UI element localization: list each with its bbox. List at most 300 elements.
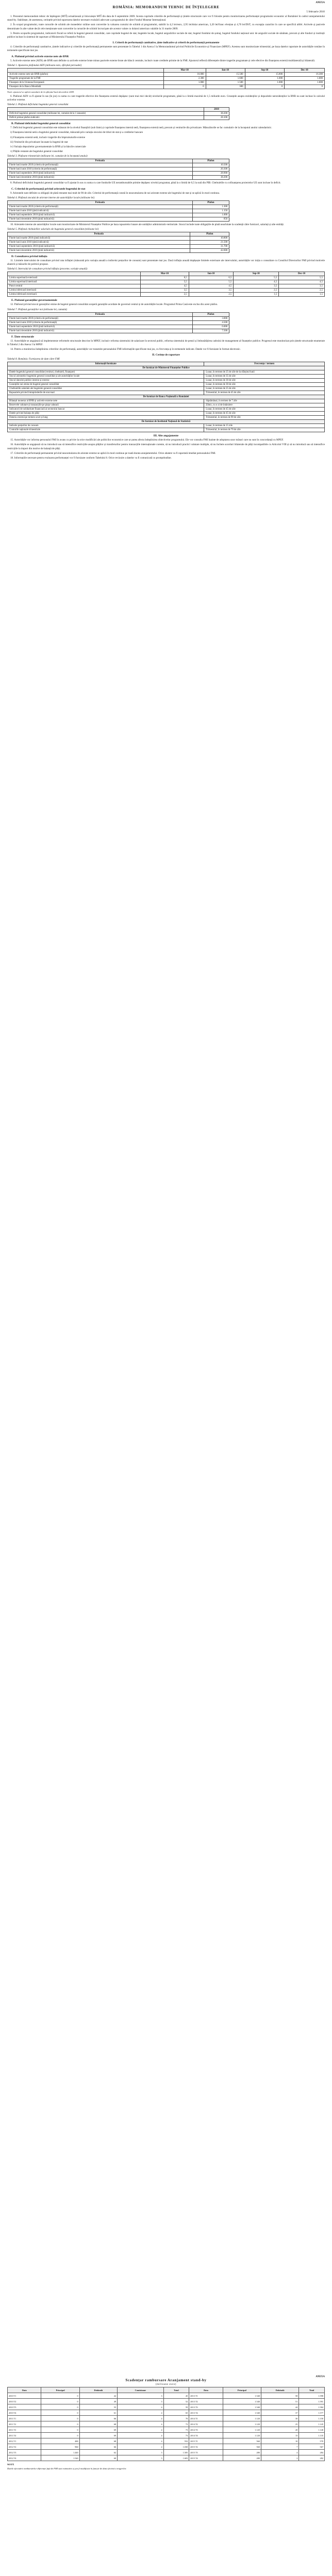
table-caption: Tabelul 5. Plafonul cheltuielilor salariale ale bugetului general consolidat (milioane lei) <box>7 228 99 231</box>
repayment-schedule-title: Scadențar rambursare Aranjament stand-by <box>125 2378 207 2382</box>
paragraph: 10. Arieratele interne ale autorităților locale sunt monitorizate de Ministerul Finanțelor Publice pe baza rapoartelor lunare ale unităților administrativ-teritoriale. Stocul include toate obligațiile de plată neachitate la scadență către furnizori, salariați și alte entități. <box>10 223 285 226</box>
table-row <box>8 2421 325 2427</box>
table-cell: 3 <box>118 2399 164 2404</box>
table-cell: 0 <box>41 2427 79 2433</box>
table-cell: 0 <box>41 2399 79 2404</box>
table-row <box>8 76 325 80</box>
table-cell: 1.150 <box>299 2416 325 2421</box>
table-row <box>8 316 229 320</box>
paragraph: 3. Pentru scopurile programului, indicatorii fiscali se referă la bugetul general consolidat, care cuprinde bugetul de stat, bugetele locale, bugetul asigurărilor sociale de stat, bugetul fondului de șomaj, bugetul fondului național unic de asigurări sociale de sănătate, precum și alte fonduri și instituții publice incluse în sistemul de raportare al Ministerului Finanțelor Publice. <box>7 31 325 39</box>
table-cell: 1.505 <box>163 2450 189 2455</box>
column-header: Total <box>163 2387 189 2393</box>
table-cell: 3,5 <box>141 289 189 293</box>
table-cell: 15.800 <box>245 72 285 76</box>
column-header: Perioada <box>8 312 193 316</box>
table-group-row <box>8 420 325 424</box>
section-heading: E. Plafonul garanțiilor guvernamentale <box>11 299 57 302</box>
table-cell: 3 <box>118 2393 164 2399</box>
table-cell: 1.540 <box>223 2393 261 2399</box>
table-cell: 567 <box>299 2444 325 2450</box>
column-header: Frecvența / termen <box>204 362 325 366</box>
table-cell: Lunar, în termen de 25 de zile de la sfârșitul lunii <box>204 370 325 375</box>
table-cell: Lunar, în termen de 45 de zile <box>204 412 325 416</box>
row-label: Finele lunii decembrie 2010 (țintă indicativă) <box>8 249 190 253</box>
table-cell: 3.000 <box>192 316 229 320</box>
table-cell: 4 <box>118 2444 164 2450</box>
table-cell: 2011 T1 <box>8 2416 41 2421</box>
table-cell: 1.135 <box>299 2433 325 2438</box>
table-cell: 2 <box>261 2455 298 2461</box>
column-header: Iun-10 <box>189 272 234 276</box>
table-row <box>8 116 229 120</box>
table-cell: 1.540 <box>223 2399 261 2404</box>
table-cell: 1.120 <box>223 2427 261 2433</box>
table-caption: Tabelul 2. Plafonul deficitului bugetului general consolidat <box>7 104 69 107</box>
column-header: Perioada <box>8 200 193 205</box>
table-cell: 16.300 <box>285 72 325 76</box>
row-label: Finele lunii iunie 2010 (țintă indicativă) <box>8 241 190 245</box>
table-cell: 1.440 <box>41 2450 79 2455</box>
list-item: v) Plățile restante ale bugetului general consolidat <box>10 150 63 154</box>
document-date: 5 februarie 2010 <box>306 10 325 13</box>
table-cell: 2014 T3 <box>189 2427 223 2433</box>
table-row <box>8 399 325 403</box>
table-cell: 2013 T4 <box>189 2410 223 2416</box>
table-cell: Rezervele valutare și tranzacțiile pe piața valutară <box>8 403 204 408</box>
column-header: Perioada <box>8 232 190 236</box>
row-label: Finele lunii iunie 2010 (criteriu de performanță) <box>8 320 193 325</box>
table-row <box>8 2416 325 2421</box>
table-header-row <box>8 312 229 316</box>
table-cell: Lunar, în termen de 25 de zile <box>204 387 325 391</box>
table-cell: 1.598 <box>299 2393 325 2399</box>
table-cell: 4 <box>118 2410 164 2416</box>
table-cell: 280 <box>223 2450 261 2455</box>
paragraph: 2. În scopul programului, toate cursurile de schimb ale monedelor străine sunt convertite la valoarea cursului de schimb al programului, stabilit la 4,2 lei/euro, 2,95 lei/dolar american, 3,20 lei/franc elvețian și 4,70 lei/DST, cu excepția cazurilor în care se specifică altfel. Activele și pasivele denominate în alte valute decât cele menționate sunt convertite la cursurile de schimb încrucișate ale acestor valute cu dolarul american valabile la 31 martie 2009. <box>7 23 325 30</box>
table-cell: 0 <box>41 2433 79 2438</box>
table-cell: 0 <box>41 2404 79 2410</box>
row-label: Finele lunii decembrie 2010 (țintă indicativă) <box>8 217 193 221</box>
paragraph: 9. Arieratele sunt definite ca obligații de plată restante mai mult de 90 de zile. Criteriul de performanță constă în neacumularea de noi arierate externe ale bugetului de stat și se aplică în mod continuu. <box>10 191 220 195</box>
table-cell: 72 <box>163 2421 189 2427</box>
table-cell: 1.540 <box>223 2410 261 2416</box>
column-header: Informații furnizate <box>8 362 204 366</box>
table-cell: 42 <box>79 2393 117 2399</box>
table-cell: 1,5 <box>234 293 279 297</box>
paragraph: 17. Criteriile de performanță permanente privind neacumularea de arierate externe se aplică în mod continuu pe toată durata aranjamentului. Orice abatere va fi raportată imediat personalului FMI. <box>10 451 216 455</box>
table-row <box>8 428 325 432</box>
table-header-row <box>8 2387 325 2393</box>
wage-bill-table <box>7 232 229 253</box>
table-cell: Lunar, în termen de 15 zile <box>204 424 325 428</box>
table-row <box>8 289 325 293</box>
table-cell: 1.500 <box>206 80 245 84</box>
table-cell: 4 <box>118 2427 164 2433</box>
table-cell: 2014 T1 <box>189 2416 223 2421</box>
paragraph: 12. Plafonul privind stocul garanțiilor emise de bugetul general consolidat acoperă garanțiile acordate de guvernul central și de autoritățile locale. Programul Prima Casă este exclus din acest plafon. <box>10 303 218 307</box>
paragraph: 18. Informațiile necesare pentru evaluarea performanței vor fi furnizate conform Tabelului 8. Orice revizuire a datelor va fi comunicată cu promptitudine. <box>10 456 172 460</box>
paragraph: 11. Limitele intervalului de consultare privind rata inflației (măsurată prin variația anuală a indicelui prețurilor de consum) sunt prezentate mai jos. Dacă inflația anuală depășește limitele exterioare ale intervalului, autoritățile vor iniția o consultare cu Consiliul Directorilor FMI privind motivele abaterii și măsurile de politică propuse. <box>7 259 325 266</box>
document-title: ROMÂNIA: MEMORANDUM TEHNIC DE ÎNȚELEGERE <box>112 5 220 9</box>
table-cell: 560 <box>223 2438 261 2444</box>
table-row <box>8 284 325 289</box>
table-cell: 66 <box>79 2444 117 2450</box>
table-cell: 4 <box>118 2438 164 2444</box>
table-row <box>8 2444 325 2450</box>
paragraph: 16. Autoritățile se angajează să nu introducă sau să intensifice restricțiile asupra plăților și transferurilor pentru tranzacțiile internaționale curente, să nu introducă practici valutare multiple, să nu încheie acorduri bilaterale de plăți incompatibile cu Articolul VIII și să nu introducă sau să intensifice restricțiile la import din motive de balanță de plăți. <box>7 443 325 450</box>
row-label: Finele lunii martie 2010 (criteriu de performanță) <box>8 205 193 209</box>
table-cell: 15.500 <box>206 72 245 76</box>
table-row <box>8 424 325 428</box>
column-header: Total <box>299 2387 325 2393</box>
table-cell: 1.000 <box>163 80 206 84</box>
column-header <box>8 272 141 276</box>
table-cell: 59 <box>163 2404 189 2410</box>
paragraph: 4. Criteriile de performanță cantitative, țintele indicative și criteriile de performanță permanente sunt prezentate în Tabelul 1 din Anexa I la Memorandumul privind Politicile Economice și Financiare (MPEF). Acestea sunt monitorizate trimestrial, pe baza datelor raportate de autoritățile române în termenele specificate mai jos. <box>7 45 325 53</box>
table-cell: Rapoartele privind întreprinderile de stat mari <box>8 391 204 395</box>
footer-note-label: NOTĂ <box>7 2463 14 2466</box>
table-cell: 3 <box>118 2455 164 2461</box>
schedule-body <box>8 2393 325 2461</box>
table-cell: 5,5 <box>141 280 189 284</box>
table-row <box>8 379 325 383</box>
table-cell: 570 <box>299 2438 325 2444</box>
table-cell: 55 <box>79 2404 117 2410</box>
table-cell: 66 <box>79 2416 117 2421</box>
column-header: Sep-10 <box>245 68 285 72</box>
column-header: Comisioane <box>118 2387 164 2393</box>
section-heading: III. Alte angajamente <box>153 434 179 438</box>
column-header: 2010 <box>204 108 229 112</box>
column-header: Mar-10 <box>141 272 189 276</box>
table-cell: 10.800 <box>190 236 229 241</box>
table-cell: 4,5 <box>279 280 325 284</box>
table-cell: 4,5 <box>141 284 189 289</box>
row-label: Finele lunii martie 2010 (criteriu de performanță) <box>8 163 193 167</box>
table-cell: Zilnic, cu o zi de întârziere <box>204 403 325 408</box>
table-cell: 20.300 <box>192 167 229 172</box>
column-header: Plafon <box>192 200 229 205</box>
table-cell: 73 <box>163 2433 189 2438</box>
table-header-row <box>8 272 325 276</box>
row-label: Deficitul bugetului general consolidat (milioane lei, cumulat de la 1 ianuarie) <box>8 112 204 116</box>
table-cell: Datele privind balanța de plăți <box>8 412 204 416</box>
table-cell: 1.000 <box>285 80 325 84</box>
table-cell: 73 <box>163 2427 189 2433</box>
table-row <box>8 2433 325 2438</box>
table-cell: 0 <box>41 2410 79 2416</box>
annex-label: ANEXA <box>316 2 325 4</box>
table-cell: 4.500 <box>192 320 229 325</box>
table-row <box>8 236 229 241</box>
table-cell: 0 <box>163 84 206 89</box>
table-cell: 1.120 <box>223 2433 261 2438</box>
table-cell: 7 <box>261 2444 298 2450</box>
nfa-adjustor-table <box>7 68 325 89</box>
list-item: iv) Variația depozitelor guvernamentale la BNR și la băncile comerciale <box>10 145 86 149</box>
table-cell: 1.300 <box>192 205 229 209</box>
arrears-ceiling-table <box>7 200 229 222</box>
table-cell: Datoria externă pe termen scurt și lung <box>8 416 204 420</box>
table-cell: Datele bugetului general consolidat (venituri, cheltuieli, finanțare) <box>8 370 204 375</box>
row-label: Finele lunii septembrie 2010 (țintă indicativă) <box>8 213 193 217</box>
repayment-schedule-table <box>7 2387 325 2461</box>
row-label: Finanțare de la Banca Mondială <box>8 84 164 89</box>
paragraph: 1. Prezentul memorandum tehnic de înțelegere (MTÎ) actualizează și înlocuiește MTÎ din data de 6 septembrie 2009. Acesta cuprinde criteriile de performanță și țintele structurale care vor fi folosite pentru monitorizarea performanței programului economic al României în cadrul aranjamentului stand-by. Stabilește, de asemenea, cerințele privind raportarea datelor necesare evaluării adecvate a programului de către Fondul Monetar Internațional. <box>7 15 325 22</box>
table-row <box>8 241 229 245</box>
table-cell: 70 <box>163 2416 189 2421</box>
table-cell: 560 <box>223 2444 261 2450</box>
table-cell: 850 <box>192 217 229 221</box>
column-header: Dec-10 <box>279 272 325 276</box>
row-label: Limita inferioară interioară <box>8 289 141 293</box>
row-label: Deficit primar plafon indicativ <box>8 116 204 120</box>
table-cell: 37 <box>261 2410 298 2416</box>
table-cell: 21.500 <box>190 241 229 245</box>
table-cell: 1.120 <box>223 2421 261 2427</box>
table-row <box>8 293 325 297</box>
table-row <box>8 391 325 395</box>
table-cell: 282 <box>299 2455 325 2461</box>
section-heading: I. Criterii de performanță cantitative, ținte indicative și criterii de performanță permanente <box>112 41 220 45</box>
table-cell: 2010 T1 <box>8 2393 41 2399</box>
table-cell: 1.540 <box>41 2455 79 2461</box>
table-cell: 58 <box>261 2393 298 2399</box>
table-row <box>8 416 325 420</box>
table-cell: Trimestrial, în termen de 45 de zile <box>204 391 325 395</box>
table-cell: Indicele prețurilor de consum <box>8 424 204 428</box>
table-row <box>8 245 229 249</box>
table-cell: 44 <box>261 2404 298 2410</box>
table-cell: 1.000 <box>245 76 285 80</box>
table-cell: 68 <box>79 2438 117 2444</box>
table-header-row <box>8 200 229 205</box>
paragraph: 6. Plafonul AEN va fi ajustat în sus (în jos) cu suma cu care tragerile efective din finanțarea externă depășesc (sunt mai mici decât) nivelurile programate, până la o limită maximă de 1,5 miliarde euro. Creanțele asupra rezidenților și depozitele nerezidenților la BNR nu sunt incluse în calculul activelor externe. <box>7 94 325 102</box>
table-cell: 1.030 <box>163 2444 189 2450</box>
table-cell: 4 <box>118 2433 164 2438</box>
table-cell: 2.300 <box>163 76 206 80</box>
table-row <box>8 2399 325 2404</box>
table-cell: 2011 T4 <box>8 2433 41 2438</box>
table-cell: 1.584 <box>299 2404 325 2410</box>
table-cell: 6.000 <box>192 325 229 329</box>
table-row <box>8 325 229 329</box>
column-header: Plafon <box>192 312 229 316</box>
table-cell: 2013 T2 <box>189 2399 223 2404</box>
table-cell: 2015 T1 <box>189 2438 223 2444</box>
table-cell: 2015 T3 <box>189 2450 223 2455</box>
table-row <box>8 84 325 89</box>
table-cell: 1.577 <box>299 2410 325 2416</box>
table-cell: 69 <box>79 2427 117 2433</box>
table-cell: 3 <box>118 2450 164 2455</box>
paragraph: 13. Autoritățile se angajează să implementeze reformele structurale descrise în MPEF, inclusiv reforma sistemului de salarizare în sectorul public, reforma sistemului de pensii și îmbunătățirea cadrului de management al finanțelor publice. Progresul este monitorizat prin țintele structurale enumerate în Tabelul 2 din Anexa I la MPEF. <box>7 339 325 346</box>
table-cell: 1.600 <box>206 76 245 80</box>
table-cell: 2,5 <box>234 289 279 293</box>
footer-note: Datele efectuării rambursărilor diferenței față de FMI sunt estimative și pot fi modificate în funcție de data efectivă a tragerilor. <box>7 2467 127 2470</box>
table-cell: Trimestrial, în termen de 70 de zile <box>204 428 325 432</box>
table-cell: 2010 T3 <box>8 2404 41 2410</box>
table-cell: 1.000 <box>245 80 285 84</box>
table-row <box>8 172 229 176</box>
table-header-row <box>8 108 229 112</box>
table-row <box>8 320 229 325</box>
table-cell: Lunar, în termen de 30 de zile <box>204 383 325 387</box>
column-header: Mar-10 <box>163 68 206 72</box>
table-caption: Tabelul 8. România: Furnizarea de date către FMI <box>7 358 60 361</box>
table-cell: Lunar, în termen de 45 de zile <box>204 408 325 412</box>
table-row <box>8 176 229 180</box>
table-row <box>8 276 325 280</box>
table-cell: 1.591 <box>299 2399 325 2404</box>
table-header-row <box>8 362 325 366</box>
table-cell: 284 <box>299 2450 325 2455</box>
row-label: Finele lunii septembrie 2010 (țintă indicativă) <box>8 325 193 329</box>
annex-label: ANEXA <box>316 2376 325 2378</box>
table-row <box>8 408 325 412</box>
row-label: Finele lunii martie 2010 (țintă indicativă) <box>8 236 190 241</box>
table-cell: 2,5 <box>279 289 325 293</box>
table-row <box>8 80 325 84</box>
table-cell: 2010 T2 <box>8 2399 41 2404</box>
table-row <box>8 167 229 172</box>
table-cell: 15 <box>261 2433 298 2438</box>
table-cell: 28.900 <box>192 172 229 176</box>
table-cell: 2012 T1 <box>8 2438 41 2444</box>
table-cell: 4 <box>118 2421 164 2427</box>
table-row <box>8 217 229 221</box>
table-cell: 68 <box>79 2421 117 2427</box>
table-cell: 20 <box>261 2427 298 2433</box>
table-cell: 2012 T3 <box>8 2450 41 2455</box>
table-cell: 1,5 <box>279 293 325 297</box>
table-note: Notă: ajustorul se aplică cumulativ de la sfârșitul lunii decembrie 2009. <box>7 90 75 93</box>
table-cell: 0 <box>245 84 285 89</box>
table-cell: 2,5 <box>189 293 234 297</box>
document-page-2 <box>0 2374 332 2576</box>
row-label: Finele lunii martie 2010 (criteriu de performanță) <box>8 316 193 320</box>
table-cell: Lunar, în termen de 30 de zile <box>204 379 325 383</box>
table-row <box>8 205 229 209</box>
table-cell: 3,5 <box>279 284 325 289</box>
group-header: De furnizat de Banca Națională a României <box>8 395 325 399</box>
section-heading: II. Cerințe de raportare <box>152 353 180 357</box>
inflation-band-table <box>7 272 325 297</box>
table-row <box>8 370 325 375</box>
table-caption: Tabelul 7. Plafonul garanțiilor noi (milioane lei, cumulat) <box>7 308 68 311</box>
table-cell: 6,5 <box>189 276 234 280</box>
table-caption: Tabelul 4. Plafonul stocului de arierate interne ale autorităților locale (milioane lei) <box>7 196 95 199</box>
table-cell: Stocul datoriei publice interne și externe <box>8 379 204 383</box>
row-label: Finele lunii iunie 2010 (țintă indicativă) <box>8 209 193 213</box>
table-cell: 25 <box>261 2421 298 2427</box>
table-row <box>8 403 325 408</box>
row-label: Finele lunii decembrie 2010 (țintă indicativă) <box>8 329 193 333</box>
group-header: De furnizat de Ministerul Finanțelor Publice <box>8 366 325 370</box>
table-cell: 51 <box>261 2399 298 2404</box>
table-cell: 2015 T4 <box>189 2455 223 2461</box>
list-item: i) Finanțarea internă netă a bugetului general consolidat, măsurată prin variația stocului de titluri de stat și a creditelor bancare <box>10 131 143 134</box>
table-cell: 31.700 <box>190 245 229 249</box>
table-cell: 2010 T4 <box>8 2410 41 2416</box>
column-header: Dobândă <box>261 2387 298 2393</box>
table-cell: 2013 T1 <box>189 2393 223 2399</box>
table-cell: Indicatorii de solidaritate financiară ai sectorului bancar <box>8 408 204 412</box>
repayment-schedule-subtitle: (milioane euro) <box>156 2383 176 2386</box>
table-cell: 5,5 <box>234 276 279 280</box>
column-header: Dec-10 <box>285 68 325 72</box>
table-row <box>8 2404 325 2410</box>
column-header: Data <box>8 2387 41 2393</box>
table-cell: 7.500 <box>192 329 229 333</box>
table-row <box>8 2450 325 2455</box>
deficit-ceiling-table <box>7 107 229 120</box>
paragraph: 8. Plafonul deficitului bugetului general consolidat va fi ajustat în sus cu suma cu care fondurile UE nerambursabile primite depășesc nivelul programat, până la o limită de 0,5 la sută din PIB. Cheltuielile cu cofinanțarea proiectelor UE sunt incluse în deficit. <box>10 181 281 185</box>
table-cell: Bilanțul monetar al BNR și activele externe nete <box>8 399 204 403</box>
column-header: Data <box>189 2387 223 2393</box>
table-row <box>8 72 325 76</box>
table-row <box>8 249 229 253</box>
table-header-row <box>8 68 325 72</box>
section-heading: C. Criteriul de performanță privind arieratele bugetului de stat <box>11 187 86 191</box>
table-cell: 10.500 <box>192 163 229 167</box>
section-heading: F. Ținte structurale <box>11 335 34 338</box>
table-row <box>8 2393 325 2399</box>
group-header: De furnizat de Institutul Național de Statistică <box>8 420 325 424</box>
table-cell: 1.000 <box>192 213 229 217</box>
table-row <box>8 280 325 284</box>
table-row <box>8 209 229 213</box>
table-cell: 10 <box>261 2438 298 2444</box>
column-header: Plafon <box>190 232 229 236</box>
table-cell: 2013 T3 <box>189 2404 223 2410</box>
column-header: Iun-10 <box>206 68 245 72</box>
table-cell: 2011 T3 <box>8 2427 41 2433</box>
row-label: Finele lunii septembrie 2010 (țintă indicativă) <box>8 172 193 176</box>
column-header: Sep-10 <box>234 272 279 276</box>
guarantees-table <box>7 312 229 333</box>
table-row <box>8 2438 325 2444</box>
table-cell: 2014 T4 <box>189 2433 223 2438</box>
table-cell: 0 <box>41 2416 79 2421</box>
table-cell: 1.145 <box>299 2421 325 2427</box>
table-cell: 280 <box>223 2455 261 2461</box>
table-cell: 65 <box>163 2410 189 2416</box>
row-label: Finele lunii septembrie 2010 (țintă indicativă) <box>8 245 190 249</box>
table-cell: 4 <box>118 2416 164 2421</box>
table-header-row <box>8 232 229 236</box>
table-cell: 1.120 <box>223 2416 261 2421</box>
table-cell: 1.140 <box>299 2427 325 2433</box>
paragraph: 7. Deficitul bugetului general consolidat este măsurat de la nivelul finanțării (sub linie) și cuprinde finanțarea internă netă, finanțarea externă netă, precum și veniturile din privatizare. Măsurătorile se fac cumulativ de la începutul anului calendaristic. <box>10 126 272 130</box>
paragraph: 15. Autoritățile vor informa personalul FMI în avans cu privire la orice modificări ale politicilor economice care ar putea afecta îndeplinirea obiectivelor programului. Ele vor consulta FMI înainte de adoptarea unor măsuri care nu sunt în concordanță cu MPEF. <box>10 438 284 442</box>
column-header: Perioada <box>8 159 193 163</box>
table-cell: 2015 T2 <box>189 2444 223 2450</box>
table-cell: 552 <box>163 2438 189 2444</box>
table-row <box>8 387 325 391</box>
section-heading: D. Consultarea privind inflația <box>11 255 47 259</box>
table-row <box>8 213 229 217</box>
table-cell: 1.603 <box>163 2455 189 2461</box>
row-label: Limita inferioară exterioară <box>8 293 141 297</box>
section-heading: B. Plafonul deficitului bugetului general consolidat <box>11 122 71 126</box>
table-cell: 5,5 <box>279 276 325 280</box>
data-provision-table <box>7 362 325 432</box>
table-cell: 2012 T2 <box>8 2444 41 2450</box>
table-cell: 4 <box>118 2404 164 2410</box>
table-cell: 45 <box>163 2393 189 2399</box>
table-cell: 2014 T2 <box>189 2421 223 2427</box>
